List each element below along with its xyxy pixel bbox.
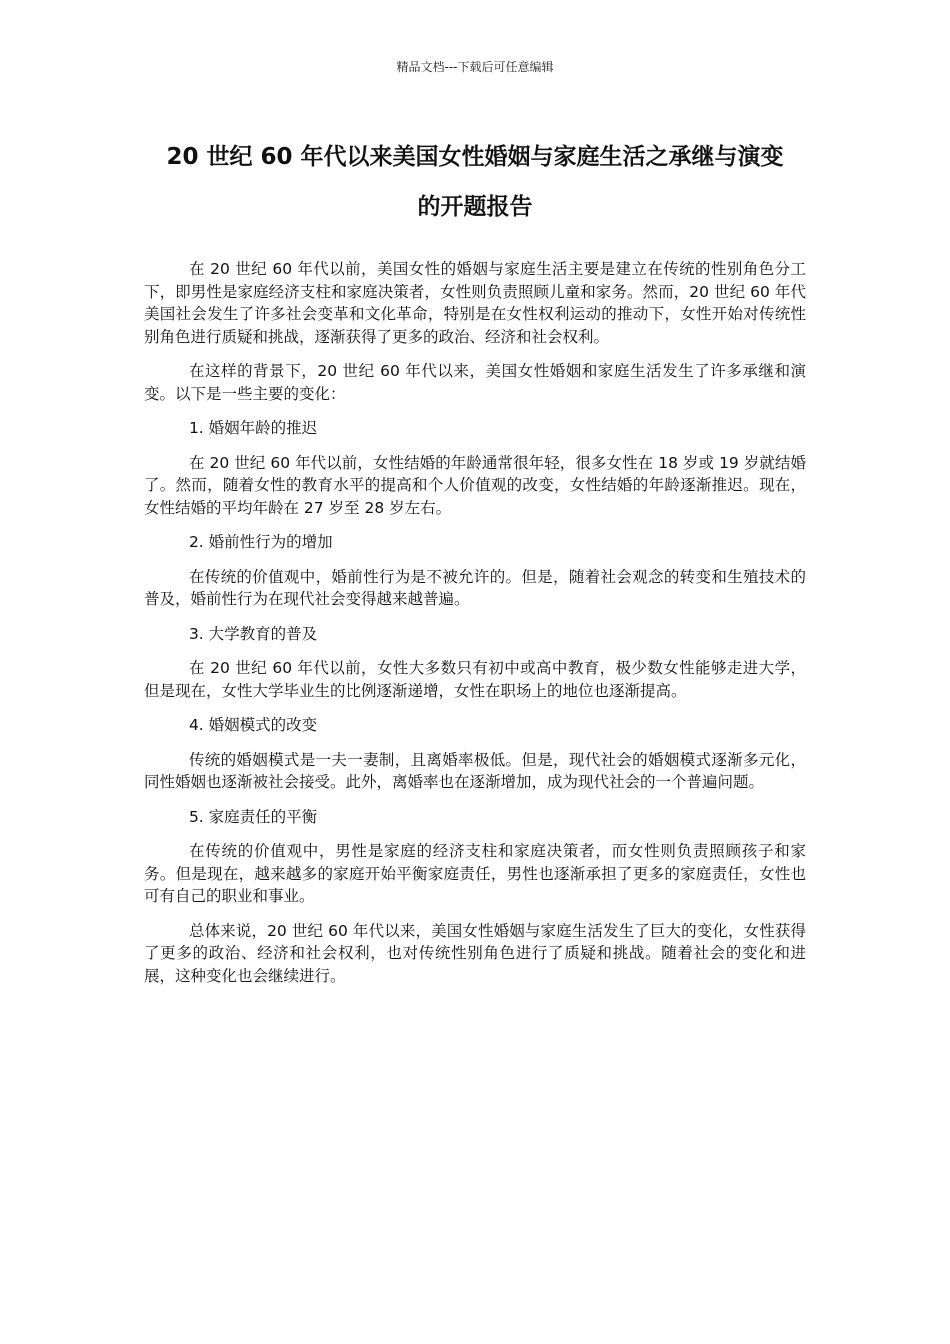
paragraph-background: 在 20 世纪 60 年代以前，美国女性的婚姻与家庭生活主要是建立在传统的性别角色分工下，即男性是家庭经济支柱和家庭决策者，女性则负责照顾儿童和家务。然而，20 世纪 60 年代美国社会发生了许多社会变革和文化革命，特别是在女性权利运动的推动下，女性开始对传统性别角色进行质疑和挑战，逐渐获得了更多的政治、经济和社会权利。: [144, 260, 806, 346]
list-item-heading-5: 5. 家庭责任的平衡: [188, 807, 318, 826]
list-item-heading-3: 3. 大学教育的普及: [188, 624, 318, 643]
paragraph-marriage-model: 传统的婚姻模式是一夫一妻制，且离婚率极低。但是，现代社会的婚姻模式逐渐多元化，同性婚姻也逐渐被社会接受。此外，离婚率也在逐渐增加，成为现代社会的一个普遍问题。: [144, 750, 806, 791]
paragraph-education: 在 20 世纪 60 年代以前，女性大多数只有初中或高中教育，极少数女性能够走进大学，但是现在，女性大学毕业生的比例逐渐递增，女性在职场上的地位也逐渐提高。: [144, 659, 806, 700]
paragraph-marriage-age: 在 20 世纪 60 年代以前，女性结婚的年龄通常很年轻，很多女性在 18 岁或 19 岁就结婚了。然而，随着女性的教育水平的提高和个人价值观的改变，女性结婚的年龄逐渐推迟。现在，女性结婚的平均年龄在 27 岁至 28 岁左右。: [144, 453, 806, 517]
list-item-heading-4: 4. 婚姻模式的改变: [188, 716, 318, 734]
document-title: [130, 132, 820, 232]
paragraph-conclusion: 总体来说，20 世纪 60 年代以来，美国女性婚姻与家庭生活发生了巨大的变化，女性获得了更多的政治、经济和社会权利，也对传统性别角色进行了质疑和挑战。随着社会的变化和进展，这种变化也会继续进行。: [144, 921, 806, 985]
paragraph-family-responsibility: 在传统的价值观中，男性是家庭的经济支柱和家庭决策者，而女性则负责照顾孩子和家务。但是现在，越来越多的家庭开始平衡家庭责任，男性也逐渐承担了更多的家庭责任，女性也可有自己的职业和事业。: [144, 842, 806, 905]
document-body: [144, 258, 806, 999]
header-note: 精品文档---下载后可任意编辑: [396, 60, 554, 74]
paragraph-premarital: 在传统的价值观中，婚前性行为是不被允许的。但是，随着社会观念的转变和生殖技术的普及，婚前性行为在现代社会变得越来越普遍。: [144, 567, 806, 608]
document-title-line-2: 的开题报告: [417, 194, 533, 220]
document-title-line-1: 20 世纪 60 年代以来美国女性婚姻与家庭生活之承继与演变: [166, 144, 784, 170]
paragraph-intro-changes: 在这样的背景下，20 世纪 60 年代以来，美国女性婚姻和家庭生活发生了许多承继和演变。以下是一些主要的变化：: [144, 362, 806, 403]
list-item-heading-2: 2. 婚前性行为的增加: [188, 533, 333, 551]
list-item-heading-1: 1. 婚姻年龄的推迟: [188, 419, 318, 437]
